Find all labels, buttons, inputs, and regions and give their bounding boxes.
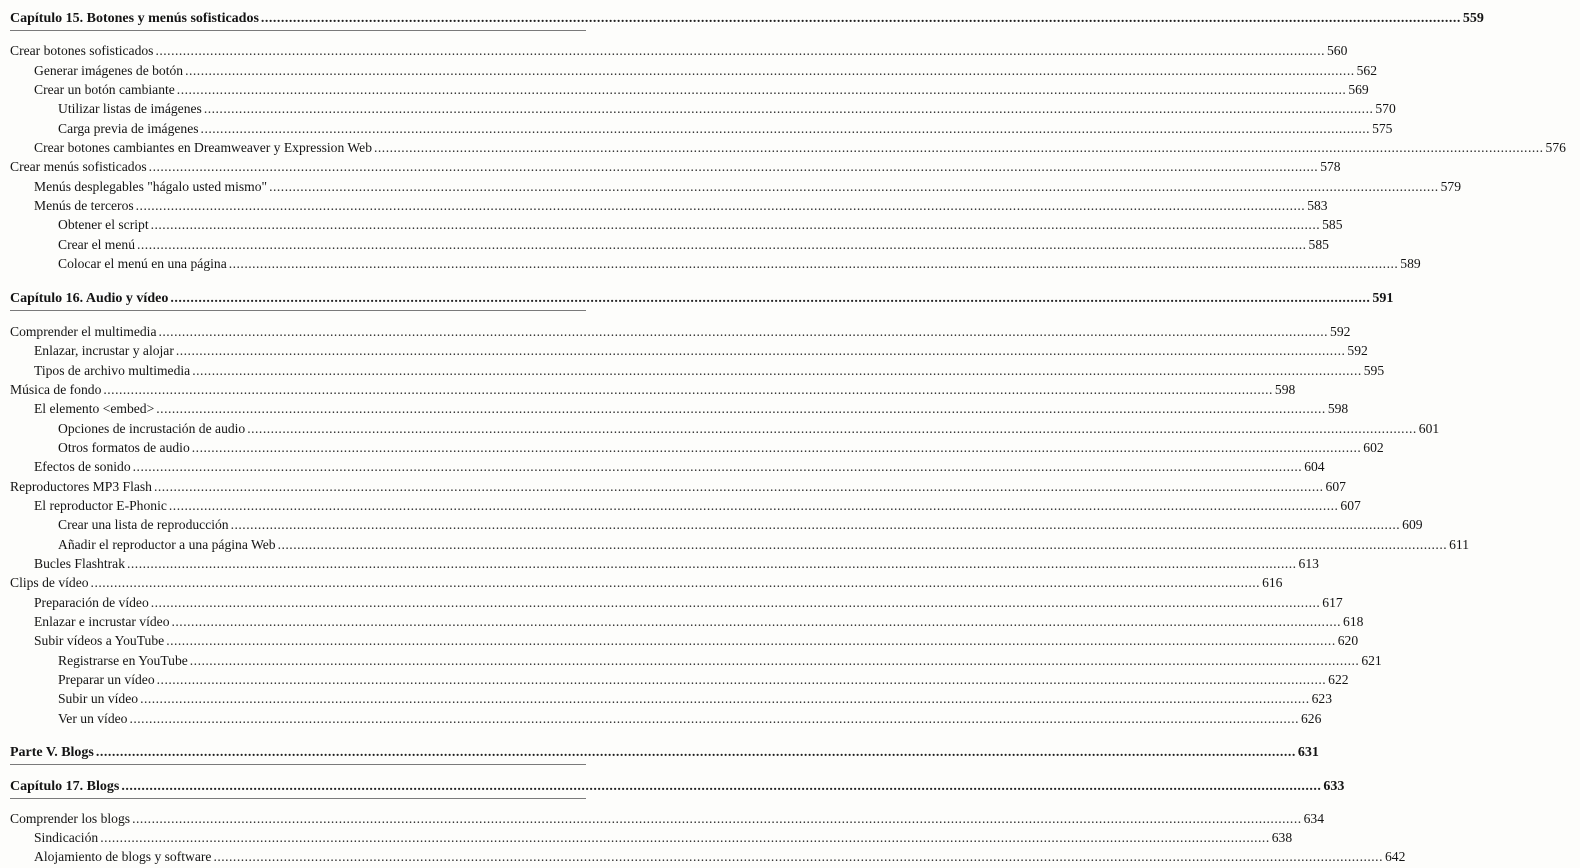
dot-leader: ............................................................................................................................................................................................................................................................................................................ bbox=[260, 11, 1461, 26]
toc-entry-title: El reproductor E-Phonic bbox=[34, 498, 167, 513]
toc-entry bbox=[0, 810, 1324, 827]
toc-entry-page: 638 bbox=[1271, 830, 1293, 845]
toc-section-heading bbox=[0, 290, 1394, 307]
toc-entry-title: Ver un vídeo bbox=[58, 711, 128, 726]
toc-entry-page: 604 bbox=[1304, 459, 1325, 474]
toc-entry-page: 622 bbox=[1328, 672, 1349, 687]
dot-leader: ............................................................................................................................................................................................................................................................................................................ bbox=[148, 159, 1319, 174]
toc-entry-page: 591 bbox=[1372, 291, 1394, 306]
toc-entry-title: Añadir el reproductor a una página Web bbox=[58, 537, 276, 552]
toc-entry-title: Crear menús sofisticados bbox=[10, 159, 147, 174]
dot-leader: ............................................................................................................................................................................................................................................................................................................ bbox=[171, 614, 1342, 629]
toc-entry bbox=[0, 690, 1332, 707]
dot-leader: ............................................................................................................................................................................................................................................................................................................ bbox=[158, 324, 1329, 339]
toc-entry-title: Menús desplegables "hágalo usted mismo" bbox=[34, 179, 268, 194]
toc-entry-title: Comprender el multimedia bbox=[10, 324, 157, 339]
toc-entry-title: Crear un botón cambiante bbox=[34, 82, 175, 97]
toc-entry-title: Capítulo 16. Audio y vídeo bbox=[10, 291, 169, 306]
dot-leader: ............................................................................................................................................................................................................................................................................................................ bbox=[121, 779, 1322, 794]
toc-entry bbox=[0, 255, 1421, 272]
toc-entry-page: 602 bbox=[1363, 440, 1384, 455]
toc-entry-page: 560 bbox=[1327, 43, 1348, 58]
toc-entry bbox=[0, 652, 1382, 669]
dot-leader: ............................................................................................................................................................................................................................................................................................................ bbox=[277, 537, 1448, 552]
dot-leader: ............................................................................................................................................................................................................................................................................................................ bbox=[175, 343, 1346, 358]
toc-entry bbox=[0, 400, 1349, 417]
toc-entry-title: Crear botones sofisticados bbox=[10, 43, 154, 58]
toc-entry-page: 592 bbox=[1347, 343, 1368, 358]
toc-entry bbox=[0, 458, 1325, 475]
toc-entry-title: El elemento <embed> bbox=[34, 401, 155, 416]
toc-section-heading bbox=[0, 10, 1484, 27]
toc-entry-title: Clips de vídeo bbox=[10, 575, 89, 590]
dot-leader: ............................................................................................................................................................................................................................................................................................................ bbox=[156, 672, 1327, 687]
toc-entry-page: 618 bbox=[1343, 614, 1364, 629]
toc-entry bbox=[0, 671, 1349, 688]
dot-leader: ............................................................................................................................................................................................................................................................................................................ bbox=[228, 256, 1399, 271]
toc-entry-title: Crear una lista de reproducción bbox=[58, 517, 229, 532]
dot-leader: ............................................................................................................................................................................................................................................................................................................ bbox=[95, 745, 1296, 760]
toc-section-heading bbox=[0, 778, 1345, 795]
toc-entry-title: Reproductores MP3 Flash bbox=[10, 479, 152, 494]
dot-leader: ............................................................................................................................................................................................................................................................................................................ bbox=[150, 217, 1321, 232]
dot-leader: ............................................................................................................................................................................................................................................................................................................ bbox=[189, 653, 1360, 668]
dot-leader: ............................................................................................................................................................................................................................................................................................................ bbox=[132, 459, 1303, 474]
toc-entry-page: 583 bbox=[1307, 198, 1328, 213]
dot-leader: ............................................................................................................................................................................................................................................................................................................ bbox=[137, 237, 1307, 252]
dot-leader: ............................................................................................................................................................................................................................................................................................................ bbox=[156, 401, 1326, 416]
toc-entry bbox=[0, 362, 1385, 379]
toc-entry bbox=[0, 216, 1343, 233]
toc-entry-page: 589 bbox=[1400, 256, 1421, 271]
toc-entry bbox=[0, 848, 1406, 865]
toc-entry-title: Capítulo 17. Blogs bbox=[10, 779, 120, 794]
toc-entry-page: 579 bbox=[1440, 179, 1462, 194]
toc-entry bbox=[0, 381, 1296, 398]
toc-entry-title: Carga previa de imágenes bbox=[58, 121, 199, 136]
dot-leader: ............................................................................................................................................................................................................................................................................................................ bbox=[150, 595, 1321, 610]
toc-entry-page: 623 bbox=[1311, 691, 1332, 706]
toc-entry bbox=[0, 236, 1329, 253]
section-divider bbox=[10, 798, 586, 799]
toc-entry bbox=[0, 323, 1351, 340]
toc-entry bbox=[0, 829, 1293, 846]
toc-entry bbox=[0, 62, 1378, 79]
dot-leader: ............................................................................................................................................................................................................................................................................................................ bbox=[192, 363, 1362, 378]
dot-leader: ............................................................................................................................................................................................................................................................................................................ bbox=[247, 421, 1417, 436]
toc-entry-page: 595 bbox=[1363, 363, 1385, 378]
dot-leader: ............................................................................................................................................................................................................................................................................................................ bbox=[129, 711, 1299, 726]
toc-entry-page: 578 bbox=[1320, 159, 1341, 174]
toc-entry-title: Subir un vídeo bbox=[58, 691, 139, 706]
toc-entry-page: 633 bbox=[1323, 779, 1345, 794]
toc-entry-page: 621 bbox=[1361, 653, 1382, 668]
toc-entry-title: Parte V. Blogs bbox=[10, 745, 94, 760]
toc-entry bbox=[0, 632, 1359, 649]
toc-entry bbox=[0, 342, 1368, 359]
toc-entry-title: Efectos de sonido bbox=[34, 459, 131, 474]
toc-entry-page: 598 bbox=[1327, 401, 1349, 416]
toc-entry-title: Utilizar listas de imágenes bbox=[58, 101, 202, 116]
toc-entry-title: Bucles Flashtrak bbox=[34, 556, 125, 571]
toc-entry-page: 634 bbox=[1303, 811, 1324, 826]
toc-entry-page: 576 bbox=[1545, 140, 1566, 155]
dot-leader: ............................................................................................................................................................................................................................................................................................................ bbox=[135, 198, 1306, 213]
toc-entry bbox=[0, 100, 1396, 117]
dot-leader: ............................................................................................................................................................................................................................................................................................................ bbox=[168, 498, 1339, 513]
dot-leader: ............................................................................................................................................................................................................................................................................................................ bbox=[90, 575, 1261, 590]
dot-leader: ............................................................................................................................................................................................................................................................................................................ bbox=[100, 830, 1270, 845]
toc-entry-title: Colocar el menú en una página bbox=[58, 256, 227, 271]
dot-leader: ............................................................................................................................................................................................................................................................................................................ bbox=[103, 382, 1273, 397]
toc-entry-page: 613 bbox=[1298, 556, 1319, 571]
dot-leader: ............................................................................................................................................................................................................................................................................................................ bbox=[127, 556, 1297, 571]
section-divider bbox=[10, 310, 586, 311]
dot-leader: ............................................................................................................................................................................................................................................................................................................ bbox=[153, 479, 1324, 494]
dot-leader: ............................................................................................................................................................................................................................................................................................................ bbox=[140, 691, 1310, 706]
toc-entry-page: 562 bbox=[1356, 63, 1378, 78]
toc-entry bbox=[0, 158, 1341, 175]
dot-leader: ............................................................................................................................................................................................................................................................................................................ bbox=[203, 101, 1374, 116]
toc-entry bbox=[0, 478, 1346, 495]
dot-leader: ............................................................................................................................................................................................................................................................................................................ bbox=[200, 121, 1371, 136]
toc-entry-page: 598 bbox=[1274, 382, 1296, 397]
toc-entry-title: Menús de terceros bbox=[34, 198, 134, 213]
toc-entry bbox=[0, 178, 1462, 195]
toc-entry bbox=[0, 197, 1328, 214]
toc-entry-page: 611 bbox=[1449, 537, 1470, 552]
dot-leader: ............................................................................................................................................................................................................................................................................................................ bbox=[213, 849, 1383, 864]
toc-entry-title: Enlazar, incrustar y alojar bbox=[34, 343, 174, 358]
toc-entry-page: 620 bbox=[1337, 633, 1359, 648]
toc-entry-title: Alojamiento de blogs y software bbox=[34, 849, 212, 864]
toc-entry-page: 592 bbox=[1330, 324, 1351, 339]
section-divider bbox=[10, 764, 586, 765]
toc-entry-title: Subir vídeos a YouTube bbox=[34, 633, 165, 648]
toc-entry bbox=[0, 710, 1322, 727]
dot-leader: ............................................................................................................................................................................................................................................................................................................ bbox=[374, 140, 1544, 155]
toc-entry-title: Preparar un vídeo bbox=[58, 672, 155, 687]
dot-leader: ............................................................................................................................................................................................................................................................................................................ bbox=[185, 63, 1355, 78]
toc-entry bbox=[0, 594, 1343, 611]
dot-leader: ............................................................................................................................................................................................................................................................................................................ bbox=[170, 291, 1371, 306]
toc-entry bbox=[0, 81, 1369, 98]
toc-entry-page: 607 bbox=[1340, 498, 1361, 513]
toc-entry-title: Opciones de incrustación de audio bbox=[58, 421, 246, 436]
toc-entry-title: Preparación de vídeo bbox=[34, 595, 149, 610]
toc-entry-page: 607 bbox=[1325, 479, 1346, 494]
toc-entry-title: Crear botones cambiantes en Dreamweaver y Expression Web bbox=[34, 140, 372, 155]
dot-leader: ............................................................................................................................................................................................................................................................................................................ bbox=[176, 82, 1347, 97]
toc-entry-title: Enlazar e incrustar vídeo bbox=[34, 614, 170, 629]
section-divider bbox=[10, 30, 586, 31]
toc-entry-page: 616 bbox=[1262, 575, 1283, 590]
toc-entry-page: 601 bbox=[1418, 421, 1440, 436]
dot-leader: ............................................................................................................................................................................................................................................................................................................ bbox=[269, 179, 1439, 194]
toc-entry bbox=[0, 120, 1393, 137]
toc-entry-page: 642 bbox=[1384, 849, 1406, 864]
toc-entry-page: 609 bbox=[1402, 517, 1423, 532]
toc-entry-page: 585 bbox=[1308, 237, 1329, 252]
dot-leader: ............................................................................................................................................................................................................................................................................................................ bbox=[191, 440, 1362, 455]
toc-entry-page: 559 bbox=[1462, 11, 1484, 26]
toc-entry bbox=[0, 42, 1348, 59]
toc-entry bbox=[0, 516, 1423, 533]
toc-entry-page: 570 bbox=[1375, 101, 1396, 116]
toc-entry bbox=[0, 613, 1364, 630]
toc-entry bbox=[0, 555, 1319, 572]
toc-entry-title: Tipos de archivo multimedia bbox=[34, 363, 191, 378]
toc-entry-title: Otros formatos de audio bbox=[58, 440, 190, 455]
dot-leader: ............................................................................................................................................................................................................................................................................................................ bbox=[166, 633, 1336, 648]
toc-entry-title: Sindicación bbox=[34, 830, 99, 845]
toc-entry-title: Generar imágenes de botón bbox=[34, 63, 184, 78]
toc-entry-page: 585 bbox=[1322, 217, 1343, 232]
toc-entry bbox=[0, 420, 1440, 437]
dot-leader: ............................................................................................................................................................................................................................................................................................................ bbox=[155, 43, 1325, 58]
toc-entry-title: Registrarse en YouTube bbox=[58, 653, 188, 668]
toc-entry-title: Crear el menú bbox=[58, 237, 135, 252]
toc-entry-title: Música de fondo bbox=[10, 382, 102, 397]
toc-entry bbox=[0, 574, 1283, 591]
toc-entry-page: 626 bbox=[1301, 711, 1322, 726]
toc-section-heading bbox=[0, 744, 1319, 761]
toc-entry bbox=[0, 536, 1470, 553]
toc-entry-page: 569 bbox=[1348, 82, 1369, 97]
toc-entry-title: Comprender los blogs bbox=[10, 811, 131, 826]
toc-entry-title: Capítulo 15. Botones y menús sofisticados bbox=[10, 11, 259, 26]
toc-entry-page: 575 bbox=[1372, 121, 1393, 136]
dot-leader: ............................................................................................................................................................................................................................................................................................................ bbox=[132, 811, 1302, 826]
toc-entry-title: Obtener el script bbox=[58, 217, 149, 232]
toc-entry bbox=[0, 439, 1384, 456]
toc-entry bbox=[0, 139, 1566, 156]
toc-entry-page: 631 bbox=[1297, 745, 1319, 760]
toc-entry bbox=[0, 497, 1361, 514]
toc-entry-page: 617 bbox=[1322, 595, 1343, 610]
dot-leader: ............................................................................................................................................................................................................................................................................................................ bbox=[230, 517, 1401, 532]
